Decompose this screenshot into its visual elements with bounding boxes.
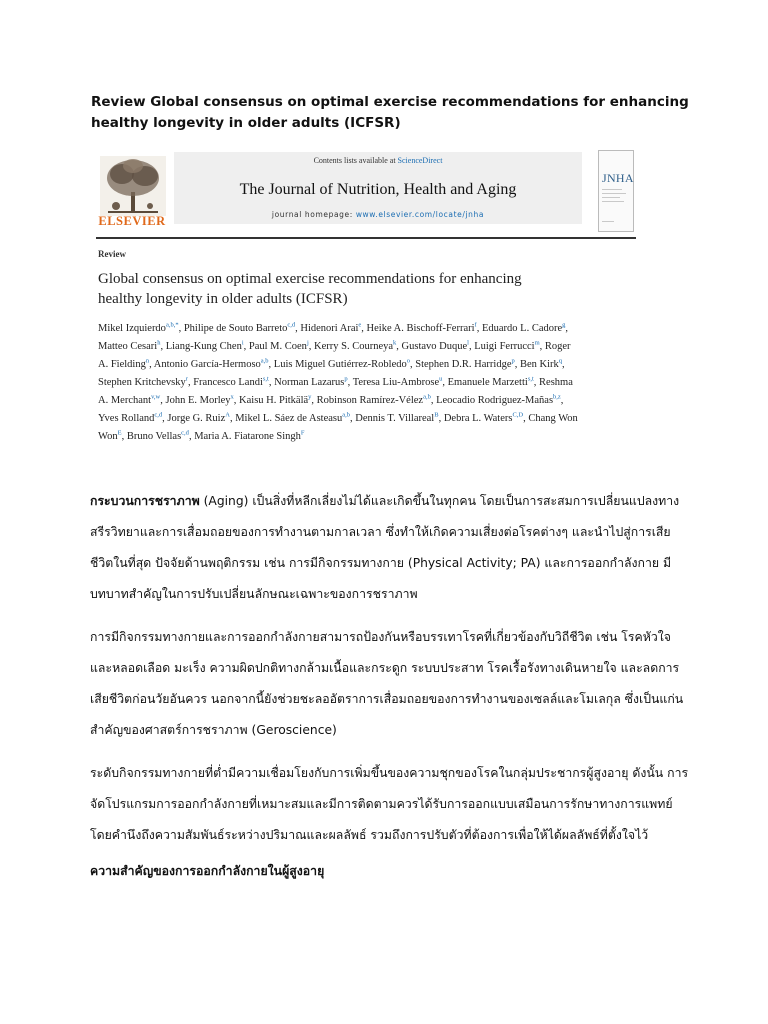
author-name: Kerry S. Courneya xyxy=(314,340,394,352)
author-name: Teresa Liu-Ambrose xyxy=(352,376,440,388)
author[interactable] xyxy=(167,413,235,424)
author-separator: , xyxy=(311,394,317,406)
author[interactable] xyxy=(166,341,249,352)
author-separator: , xyxy=(533,376,540,388)
author-name: Matteo Cesari xyxy=(98,340,158,352)
body-paragraph xyxy=(90,622,690,746)
cover-line xyxy=(602,193,626,194)
author-name: Leocadio Rodriguez-Mañas xyxy=(436,394,554,406)
author-separator: , xyxy=(188,430,195,442)
author-affiliation[interactable]: p xyxy=(344,375,348,382)
author-separator: , xyxy=(149,358,154,370)
author-affiliation[interactable]: p xyxy=(511,357,515,364)
author-affiliation[interactable]: C,D xyxy=(512,411,524,418)
author[interactable] xyxy=(98,323,184,334)
document-title: Review Global consensus on optimal exercise recommendations for enhancing healthy longevity in older adults (ICFSR) xyxy=(91,94,689,131)
author[interactable] xyxy=(274,377,353,388)
author-affiliation[interactable]: a,b xyxy=(423,393,431,400)
document-body xyxy=(90,486,690,863)
cover-line xyxy=(602,197,620,198)
paragraph-bold-term: กระบวนการชราภาพ xyxy=(90,494,200,508)
author[interactable] xyxy=(300,323,366,334)
cover-title: JNHA xyxy=(602,171,634,185)
author-affiliation[interactable]: u xyxy=(439,375,443,382)
author-affiliation[interactable]: x xyxy=(230,393,234,400)
author[interactable] xyxy=(274,359,415,370)
author[interactable] xyxy=(367,323,482,334)
author-separator: , xyxy=(476,322,482,334)
author[interactable] xyxy=(193,377,274,388)
author-affiliation[interactable]: F xyxy=(300,429,305,436)
author-separator: , xyxy=(160,340,166,352)
author[interactable] xyxy=(520,359,565,370)
author-separator: , xyxy=(268,358,274,370)
author-separator: , xyxy=(347,376,353,388)
author-affiliation[interactable]: r xyxy=(185,375,188,382)
author-separator: , xyxy=(539,340,545,352)
author-name: Luigi Ferrucci xyxy=(474,340,535,352)
author-affiliation[interactable]: k xyxy=(393,339,397,346)
author-separator: , xyxy=(121,430,127,442)
author-separator: , xyxy=(438,412,444,424)
author-name: Stephen D.R. Harridge xyxy=(415,358,512,370)
author-name: Roger A. Fielding xyxy=(98,340,571,370)
author[interactable] xyxy=(444,413,529,424)
author[interactable] xyxy=(482,323,568,334)
author-name: Antonio García-Hermoso xyxy=(153,358,261,370)
author[interactable] xyxy=(317,395,436,406)
author-name: Robinson Ramírez-Vélez xyxy=(316,394,424,406)
article-type: Review xyxy=(98,249,126,259)
author-name: Chang Won Won xyxy=(98,412,578,442)
author[interactable] xyxy=(98,413,167,424)
author[interactable] xyxy=(98,341,166,352)
header-rule xyxy=(96,237,636,239)
author-separator: , xyxy=(565,322,569,334)
author-separator: , xyxy=(162,412,168,424)
author-name: Yves Rolland xyxy=(98,412,155,424)
author-affiliation[interactable]: s,t xyxy=(527,375,534,382)
author[interactable] xyxy=(448,377,539,388)
author-affiliation[interactable]: y xyxy=(308,393,312,400)
contents-line xyxy=(174,156,582,165)
author[interactable] xyxy=(154,359,274,370)
author[interactable] xyxy=(235,413,355,424)
author-separator: , xyxy=(350,412,356,424)
author[interactable] xyxy=(314,341,402,352)
author[interactable] xyxy=(415,359,520,370)
author-affiliation[interactable]: n xyxy=(145,357,150,364)
cover-line xyxy=(602,189,622,190)
author-separator: , xyxy=(243,340,249,352)
author[interactable] xyxy=(127,431,194,442)
author-name: Kaisu H. Pitkälä xyxy=(239,394,309,406)
author-name: Hidenori Arai xyxy=(300,322,359,334)
author-list xyxy=(98,318,578,444)
author-affiliation[interactable]: f xyxy=(474,321,477,328)
sciencedirect-link[interactable]: ScienceDirect xyxy=(397,156,443,165)
author-affiliation[interactable]: c,d xyxy=(154,411,163,418)
paragraph-text: (Aging) เป็นสิ่งที่หลีกเลี่ยงไม่ได้และเกิดขึ้นในทุกคน โดยเป็นการสะสมการเปลี่ยนแปลงทางสรีรวิทยาและการเสื่อมถอยของการทำงานตามกาลเวลา ซึ่งทำให้เกิดความเสี่ยงต่อโรคต่างๆ และนำไปสู่การเสียชีวิตในที่สุด ปัจจัยด้านพฤติกรรม เช่น การมีกิจกรรมทางกาย (Physical Activity; PA) และการออกกำลังกาย มีบทบาทสำคัญในการปรับเปลี่ยนลักษณะเฉพาะของการชราภาพ xyxy=(90,494,680,601)
author-affiliation[interactable]: a,b xyxy=(260,357,269,364)
author-separator: , xyxy=(178,322,184,334)
author-name: Philipe de Souto Barreto xyxy=(183,322,288,334)
author-name: Mikel L. Sáez de Asteasu xyxy=(235,412,343,424)
author[interactable] xyxy=(194,431,304,442)
author-name: Dennis T. Villareal xyxy=(355,412,435,424)
author-separator: , xyxy=(187,376,194,388)
author-name: Bruno Vellas xyxy=(126,430,182,442)
paragraph-text: ระดับกิจกรรมทางกายที่ต่ำมีความเชื่อมโยงกับการเพิ่มขึ้นของความชุกของโรคในกลุ่มประชากรผู้สูงอายุ ดังนั้น การจัดโปรแกรมการออกกำลังกายที่เหมาะสมและมีการติดตามควรได้รับการออกแบบเสมือนการรักษาทางการแพทย์โดยคำนึงถึงความสัมพันธ์ระหว่างปริมาณและผลลัพธ์ รวมถึงการปรับตัวที่ต้องการเพื่อให้ได้ผลลัพธ์ที่ตั้งใจไว้ xyxy=(90,766,689,842)
author-affiliation[interactable]: c,d xyxy=(181,429,189,436)
author-affiliation[interactable]: c,d xyxy=(287,321,296,328)
article-title: Global consensus on optimal exercise recommendations for enhancing healthy longevity in older adults (ICFSR) xyxy=(98,271,522,307)
author-name: Maria A. Fiatarone Singh xyxy=(194,430,301,442)
author-separator: , xyxy=(442,376,448,388)
article-header-image xyxy=(96,148,636,458)
author-affiliation[interactable]: b,z xyxy=(553,393,561,400)
cover-line xyxy=(602,221,614,222)
author-affiliation[interactable]: m xyxy=(534,339,540,346)
body-paragraph xyxy=(90,486,690,610)
body-paragraph xyxy=(90,758,690,851)
author-separator: , xyxy=(430,394,437,406)
author-separator: , xyxy=(562,358,565,370)
author-separator: , xyxy=(268,376,275,388)
author-separator: , xyxy=(514,358,520,370)
author[interactable] xyxy=(98,377,193,388)
author-name: Jorge G. Ruiz xyxy=(167,412,226,424)
author-separator: , xyxy=(160,394,166,406)
author-affiliation[interactable]: v,w xyxy=(151,393,161,400)
author[interactable] xyxy=(239,395,317,406)
author-affiliation[interactable]: j xyxy=(306,339,309,346)
author-separator: , xyxy=(295,322,301,334)
author-name: Eduardo L. Cadore xyxy=(481,322,563,334)
section-heading: ความสำคัญของการออกกำลังกายในผู้สูงอายุ xyxy=(90,864,325,878)
paragraph-text: การมีกิจกรรมทางกายและการออกกำลังกายสามารถป้องกันหรือบรรเทาโรคที่เกี่ยวข้องกับวิถีชีวิต เช่น โรคหัวใจและหลอดเลือด มะเร็ง ความผิดปกติทางกล้ามเนื้อและกระดูก ระบบประสาท โรคเรื้อรังทางเดินหายใจ และลดการเสียชีวิตก่อนวัยอันควร นอกจากนี้ยังช่วยชะลออัตราการเสื่อมถอยของการทำงานของเซลล์และโมเลกุล ซึ่งเป็นแก่นสำคัญของศาสตร์การชราภาพ (Geroscience) xyxy=(90,630,684,737)
author-affiliation[interactable]: h xyxy=(157,339,161,346)
author-separator: , xyxy=(396,340,402,352)
journal-banner xyxy=(96,148,636,234)
author-name: Norman Lazarus xyxy=(274,376,345,388)
author[interactable] xyxy=(402,341,475,352)
author-name: Luis Miguel Gutiérrez-Robledo xyxy=(273,358,407,370)
author-name: Stephen Kritchevsky xyxy=(98,376,186,388)
author-affiliation[interactable]: A xyxy=(225,411,230,418)
author-name: Gustavo Duque xyxy=(401,340,468,352)
author-separator: , xyxy=(233,394,240,406)
author-name: Ben Kirk xyxy=(520,358,559,370)
author-affiliation[interactable]: o xyxy=(406,357,411,364)
author-name: Emanuele Marzetti xyxy=(447,376,528,388)
author-name: Heike A. Bischoff-Ferrari xyxy=(366,322,475,334)
journal-homepage xyxy=(174,210,582,219)
author-name: Paul M. Coen xyxy=(248,340,307,352)
author-affiliation[interactable]: E xyxy=(117,429,122,436)
author-name: Reshma A. Merchant xyxy=(98,376,573,406)
author-affiliation[interactable]: i xyxy=(241,339,244,346)
author-affiliation[interactable]: B xyxy=(434,411,439,418)
author-separator: , xyxy=(229,412,236,424)
author[interactable] xyxy=(474,341,545,352)
author-affiliation[interactable]: a,b,* xyxy=(165,321,179,328)
author-separator: , xyxy=(361,322,367,334)
author-name: John E. Morley xyxy=(165,394,231,406)
author-name: Francesco Landi xyxy=(193,376,263,388)
author[interactable] xyxy=(436,395,563,406)
author-affiliation[interactable]: e xyxy=(358,321,362,328)
author-affiliation[interactable]: a,b xyxy=(342,411,350,418)
author[interactable] xyxy=(165,395,239,406)
author[interactable] xyxy=(184,323,301,334)
journal-name: The Journal of Nutrition, Health and Aging xyxy=(239,181,517,198)
contents-prefix: Contents lists available at xyxy=(313,156,398,165)
author-affiliation[interactable]: g xyxy=(562,321,566,328)
homepage-link[interactable]: www.elsevier.com/locate/jnha xyxy=(355,210,485,219)
homepage-prefix: journal homepage: xyxy=(271,210,356,219)
author-affiliation[interactable]: q xyxy=(558,357,563,364)
author[interactable] xyxy=(353,377,448,388)
author-name: Mikel Izquierdo xyxy=(98,322,166,334)
publisher-name: ELSEVIER xyxy=(98,214,166,228)
author-separator: , xyxy=(468,340,475,352)
author-separator: , xyxy=(410,358,416,370)
author-affiliation[interactable]: l xyxy=(467,339,469,346)
author-separator: , xyxy=(560,394,564,406)
author-affiliation[interactable]: s,t xyxy=(262,375,269,382)
author[interactable] xyxy=(355,413,444,424)
journal-cover-thumbnail xyxy=(598,150,634,232)
author[interactable] xyxy=(249,341,314,352)
author-name: Liang-Kung Chen xyxy=(165,340,242,352)
author-separator: , xyxy=(523,412,529,424)
cover-line xyxy=(602,201,624,202)
author-name: Debra L. Waters xyxy=(443,412,513,424)
author-separator: , xyxy=(308,340,314,352)
